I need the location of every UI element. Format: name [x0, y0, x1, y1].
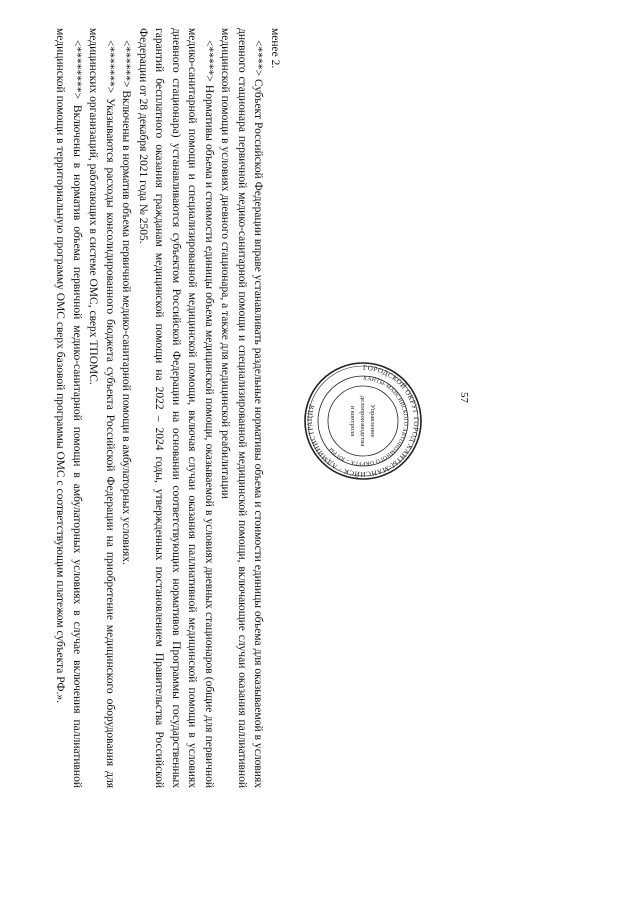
- stamp-outer-text: ГОРОДСКОЙ ОКРУГ ГОРОД ХАНТЫ-МАНСИЙСК · АДМИНИСТРАЦИЯ ·: [305, 363, 421, 479]
- footnote-4: <****> Субъект Российской Федерации вправе устанавливать раздельные нормативы объема и стоимости единицы объема для оказываемой в условиях дневного стационара первичной медико-санитарной помощи и специализированной медицинской помощи, включающие случаи оказания паллиативной медицинской помощи в условиях дневного стационара, а также для медицинской реабилитации: [219, 28, 265, 788]
- document-body: [52, 28, 283, 788]
- paragraph-continuation: менее 2.: [269, 28, 281, 69]
- footnote-6: <******> Включены в норматив объема первичной медико-санитарной помощи в амбулаторных условиях.: [120, 40, 133, 565]
- footnote-8: <********> Включены в норматив объема первичной медико-санитарной помощи в амбулаторных условиях в случае включения паллиативной медицинской помощи в территориальную программу ОМС сверх базовой программы ОМС с соответствующим платежом субъекта РФ.».: [54, 28, 83, 788]
- footnote-5: <*****> Нормативы объема и стоимости единицы объема медицинской помощи, оказываемой в условиях дневных стационаров (общие для первичной медико-санитарной помощи и специализированной медицинской помощи, включая случаи оказания паллиативной медицинской помощи в условиях дневного стационара) устанавливаются субъектом Российской Федерации на основании соответствующих нормативов Программы государственных гарантий бесплатного оказания гражданам медицинской помощи на 2022 – 2024 годы, утвержденных постановлением Правительства Российской Федерации от 28 декабря 2021 года № 2505.: [137, 28, 215, 788]
- stamp-center-line-3: и контроля: [349, 405, 356, 437]
- stamp-seal-icon: [303, 361, 423, 481]
- page-number: 57: [458, 392, 470, 403]
- official-stamp: [303, 361, 423, 481]
- stamp-inner-text: ХАНТЫ-МАНСИЙСКОГО АВТОНОМНОГО ОКРУГА – ЮГРЫ: [328, 375, 409, 467]
- footnote-7: <*******> Указываются расходы консолидированного бюджета субъекта Российской Федерации на приобретение медицинского оборудования для медицинских организаций, работающих в системе ОМС, сверх ТПОМС.: [87, 28, 116, 788]
- stamp-center-line-2: делопроизводства: [359, 395, 366, 447]
- stamp-center-line-1: Управление: [369, 404, 376, 438]
